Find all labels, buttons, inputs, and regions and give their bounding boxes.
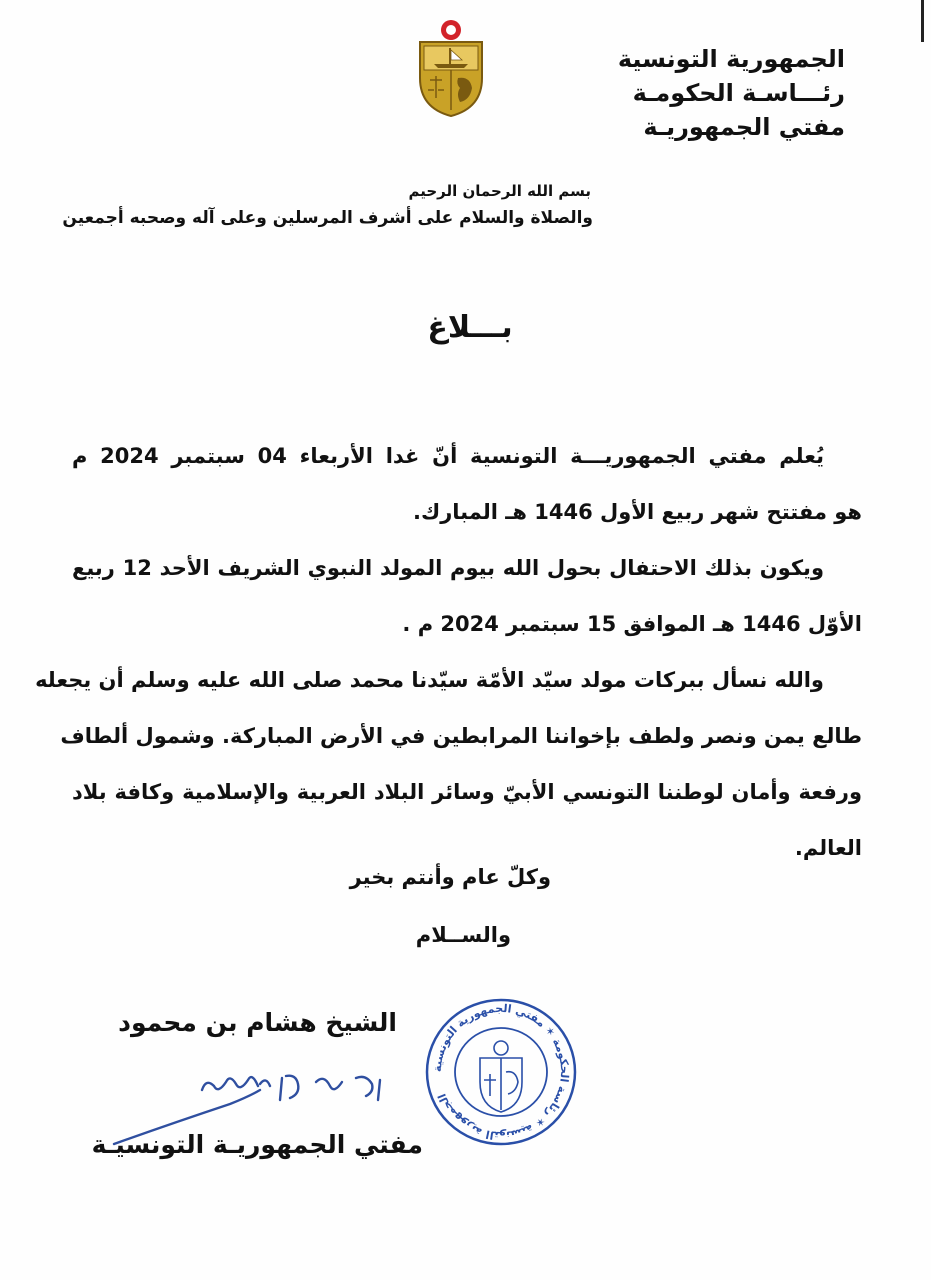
body-line: ورفعة وأمان لوطننا التونسي الأبيّ وسائر البلاد العربية والإسلامية وكافة بلاد xyxy=(72,780,862,804)
header-line-government: رئـــاسـة الحكومـة xyxy=(632,79,845,107)
stamp-text: الجمهورية التونسية ✶ رئاسة الحكومة ✶ مفتي الجمهورية التونسية xyxy=(430,1001,572,1143)
body-line: يُعلم مفتي الجمهوريـــة التونسية أنّ غدا الأربعاء 04 سبتمبر 2024 م xyxy=(72,444,824,468)
tunisia-coat-of-arms-icon xyxy=(414,18,488,118)
body-line: ويكون بذلك الاحتفال بحول الله بيوم المولد النبوي الشريف الأحد 12 ربيع xyxy=(72,556,825,580)
basmala: بسم الله الرحمان الرحيم xyxy=(408,182,591,200)
announcement-body xyxy=(35,428,862,876)
closing-salam: والســلام xyxy=(415,923,511,947)
salat-line: والصلاة والسلام على أشرف المرسلين وعلى آله وصحبه أجمعين xyxy=(62,208,593,228)
official-stamp xyxy=(422,996,580,1148)
body-line: الأوّل 1446 هـ الموافق 15 سبتمبر 2024 م . xyxy=(402,612,862,636)
header-line-mufti: مفتي الجمهوريـة xyxy=(643,113,845,141)
closing-greeting: وكلّ عام وأنتم بخير xyxy=(349,865,551,889)
body-line: طالع يمن ونصر ولطف بإخواننا المرابطين في الأرض المباركة. وشمول ألطاف xyxy=(60,724,862,748)
signer-title: مفتي الجمهوريـة التونسيـة xyxy=(91,1130,423,1159)
document-title: بـــلاغ xyxy=(427,310,513,345)
header-line-republic: الجمهورية التونسية xyxy=(617,45,845,73)
scan-edge-line xyxy=(921,0,924,42)
signer-name: الشيخ هشام بن محمود xyxy=(118,1008,397,1037)
body-line: العالم. xyxy=(794,836,862,860)
issuer-header xyxy=(545,42,845,144)
body-line: والله نسأل ببركات مولد سيّد الأمّة سيّدنا محمد صلى الله عليه وسلم أن يجعله xyxy=(35,668,824,692)
body-line: هو مفتتح شهر ربيع الأول 1446 هـ المبارك. xyxy=(412,500,862,524)
